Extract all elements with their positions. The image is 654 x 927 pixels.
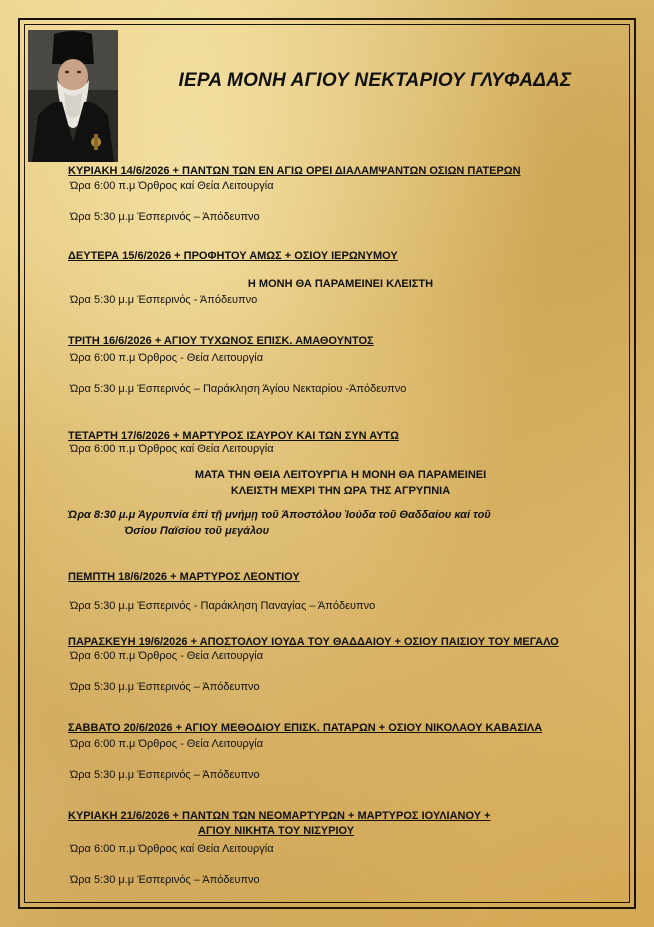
vigil-text-cont: Όσίου Παϊσίου τοῦ μεγάλου xyxy=(124,525,270,537)
day-header: ΠΕΜΠΤΗ 18/6/2026 + ΜΑΡΤΥΡΟΣ ΛΕΟΝΤΙΟΥ xyxy=(68,571,300,583)
vigil-line xyxy=(68,509,613,537)
service-line: Ώρα 5:30 μ.μ Έσπερινός - Άπόδευπνο xyxy=(70,294,258,306)
day-entry xyxy=(68,165,521,223)
page-title: ΙΕΡΑ ΜΟΝΗ ΑΓΙΟΥ ΝΕΚΤΑΡΙΟΥ ΓΛΥΦΑΔΑΣ xyxy=(178,70,572,91)
saint-portrait xyxy=(28,30,118,162)
service-line: Ώρα 5:30 μ.μ Έσπερινός – Άπόδευπνο xyxy=(70,681,260,693)
vigil-text: Ώρα 8:30 μ.μ Άγρυπνία έπί τῇ μνήμῃ τοῦ Άποστόλου Ἰούδα τοῦ Θαδδαίου καί τοῦ xyxy=(68,509,491,521)
service-line: Ώρα 5:30 μ.μ Έσπερινός – Παράκληση Άγίου Νεκταρίου -Άπόδευπνο xyxy=(70,383,407,395)
service-line: Ώρα 5:30 μ.μ Έσπερινός – Άπόδευπνο xyxy=(70,874,260,886)
service-line: Ώρα 6:00 π.μ Όρθρος - Θεία Λειτουργία xyxy=(70,650,264,662)
service-line: Ώρα 5:30 μ.μ Έσπερινός – Άπόδευπνο xyxy=(70,769,260,781)
day-header: ΠΑΡΑΣΚΕΥΗ 19/6/2026 + ΑΠΟΣΤΟΛΟΥ ΙΟΥΔΑ ΤΟΥ ΘΑΔΔΑΙΟΥ + ΟΣΙΟΥ ΠΑΙΣΙΟΥ ΤΟΥ ΜΕΓΑΛΟ xyxy=(68,636,559,648)
closure-notice: ΚΛΕΙΣΤΗ ΜΕΧΡΙ ΤΗΝ ΩΡΑ ΤΗΣ ΑΓΡΥΠΝΙΑ xyxy=(230,485,451,497)
day-entry xyxy=(68,430,613,537)
day-entry xyxy=(68,335,406,395)
service-line: Ώρα 6:00 π.μ Όρθρος - Θεία Λειτουργία xyxy=(70,352,264,364)
closure-notice: Η ΜΟΝΗ ΘΑ ΠΑΡΑΜΕΙΝΕΙ ΚΛΕΙΣΤΗ xyxy=(247,278,434,290)
day-header-cont: ΑΓΙΟΥ ΝΙΚΗΤΑ ΤΟΥ ΝΙΣΥΡΙΟΥ xyxy=(198,825,355,837)
day-entry xyxy=(68,722,542,781)
closure-notice: ΜΑΤΑ ΤΗΝ ΘΕΙΑ ΛΕΙΤΟΥΡΓΙΑ Η ΜΟΝΗ ΘΑ ΠΑΡΑΜΕΙΝΕΙ xyxy=(194,469,487,481)
day-header: ΣΑΒΒΑΤΟ 20/6/2026 + ΑΓΙΟΥ ΜΕΘΟΔΙΟΥ ΕΠΙΣΚ. ΠΑΤΑΡΩΝ + ΟΣΙΟΥ ΝΙΚΟΛΑΟΥ ΚΑΒΑΣΙΛΑ xyxy=(68,722,543,734)
day-header: ΚΥΡΙΑΚΗ 14/6/2026 + ΠΑΝΤΩΝ ΤΩΝ ΕΝ ΑΓΙΩ ΟΡΕΙ ΔΙΑΛΑΜΨΑΝΤΩΝ ΟΣΙΩΝ ΠΑΤΕΡΩΝ xyxy=(68,165,521,177)
service-line: Ώρα 6:00 π.μ Όρθρος καί Θεία Λειτουργία xyxy=(70,843,274,855)
service-line: Ώρα 5:30 μ.μ Έσπερινός – Άπόδευπνο xyxy=(70,211,260,223)
service-line: Ώρα 5:30 μ.μ Έσπερινός - Παράκληση Παναγίας – Άπόδευπνο xyxy=(70,600,376,612)
service-line: Ώρα 6:00 π.μ Όρθρος - Θεία Λειτουργία xyxy=(70,738,264,750)
day-header: ΔΕΥΤΕΡΑ 15/6/2026 + ΠΡΟΦΗΤΟΥ ΑΜΩΣ + ΟΣΙΟΥ ΙΕΡΩΝΥΜΟΥ xyxy=(68,250,398,262)
day-header: ΤΕΤΑΡΤΗ 17/6/2026 + ΜΑΡΤΥΡΟΣ ΙΣΑΥΡΟΥ ΚΑΙ ΤΩΝ ΣΥΝ ΑΥΤΩ xyxy=(68,430,399,442)
service-line: Ώρα 6:00 π.μ Όρθρος καί Θεία Λειτουργία xyxy=(70,443,274,455)
day-entry xyxy=(68,810,491,886)
saint-portrait-image xyxy=(28,30,118,162)
day-entry xyxy=(68,250,613,306)
day-header xyxy=(68,810,491,837)
day-entry xyxy=(68,636,559,693)
service-line: Ώρα 6:00 π.μ Όρθρος καί Θεία Λειτουργία xyxy=(70,180,274,192)
day-header-text: ΚΥΡΙΑΚΗ 21/6/2026 + ΠΑΝΤΩΝ ΤΩΝ ΝΕΟΜΑΡΤΥΡΩΝ + ΜΑΡΤΥΡΟΣ ΙΟΥΛΙΑΝΟΥ + xyxy=(68,810,491,822)
day-entry xyxy=(68,571,375,612)
day-header: ΤΡΙΤΗ 16/6/2026 + ΑΓΙΟΥ ΤΥΧΩΝΟΣ ΕΠΙΣΚ. ΑΜΑΘΟΥΝΤΟΣ xyxy=(68,335,374,347)
